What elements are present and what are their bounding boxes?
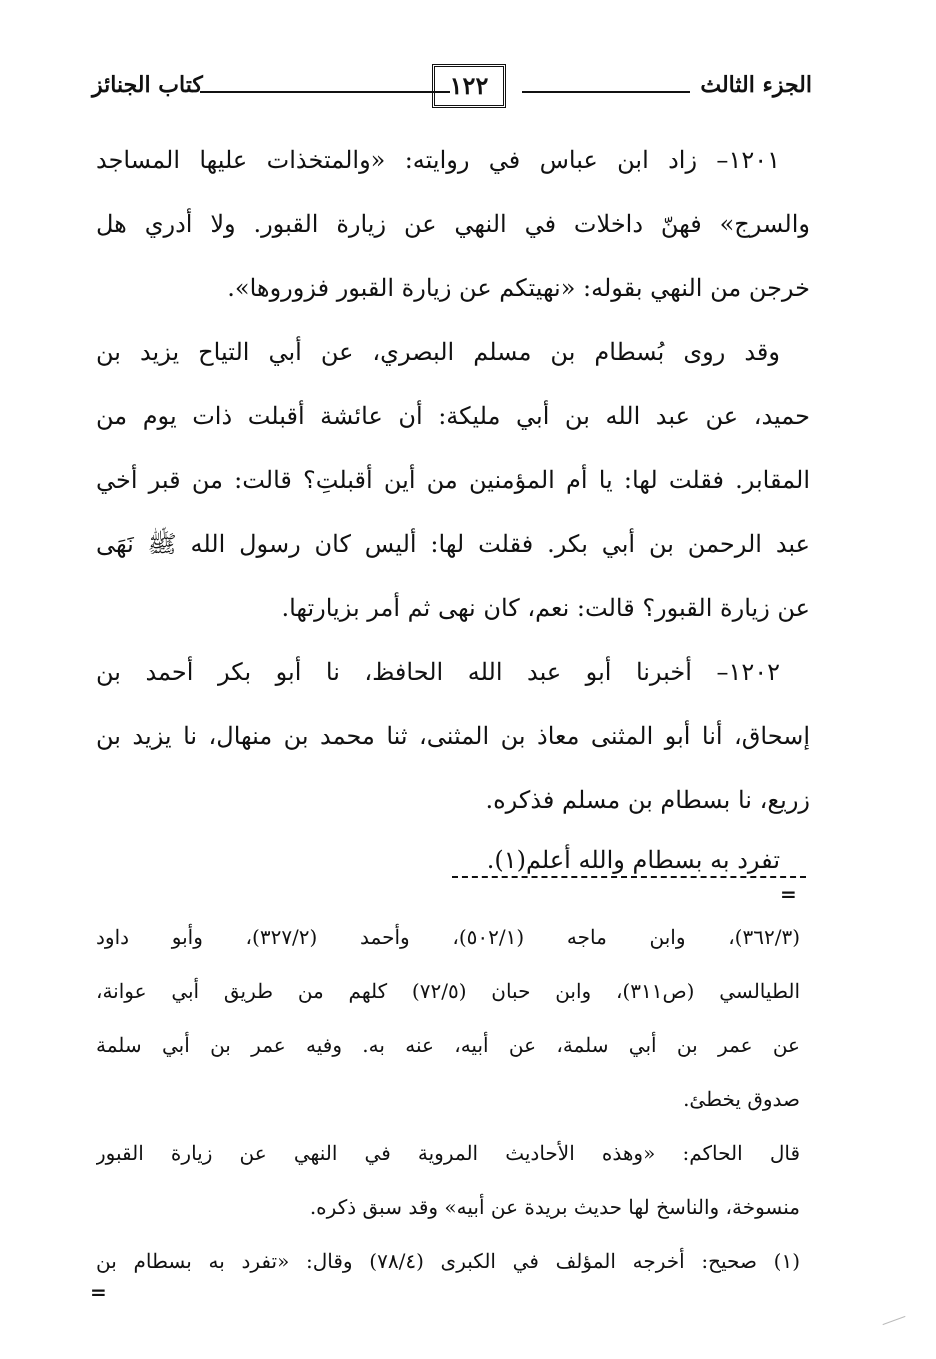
footnote-line: قال الحاكم: «وهذه الأحاديث المروية في النهي عن زيارة القبور: [96, 1141, 800, 1165]
footnote-line: (١) صحيح: أخرجه المؤلف في الكبرى (٧٨/٤) وقال: «تفرد به بسطام بن: [96, 1249, 800, 1273]
text-line: والسرج» فهنّ داخلات في النهي عن زيارة القبور. ولا أدري هل: [96, 210, 810, 238]
footnote-hakim: [96, 1126, 800, 1234]
text-line: ١٢٠١– زاد ابن عباس في روايته: «والمتخذات عليها المساجد: [96, 146, 780, 174]
scan-mark: [883, 1316, 906, 1325]
paragraph-closing: [96, 832, 810, 888]
header-rule-right: [522, 91, 690, 93]
text-line: عن زيارة القبور؟ قالت: نعم، كان نهى ثم أمر بزيارتها.: [281, 594, 810, 622]
paragraph-bustam: [96, 320, 810, 640]
paragraph-1201: [96, 128, 810, 320]
text-line: ١٢٠٢– أخبرنا أبو عبد الله الحافظ، نا أبو بكر أحمد بن: [96, 658, 780, 686]
text-line: المقابر. فقلت لها: يا أم المؤمنين من أين أقبلتِ؟ قالت: من قبر أخي: [96, 466, 810, 494]
volume-title: الجزء الثالث: [700, 72, 812, 98]
continued-marker-bottom: =: [90, 1280, 107, 1304]
footnote-line: عن عمر بن أبي سلمة، عن أبيه، عنه به. وفيه عمر بن أبي سلمة: [96, 1033, 800, 1057]
text-line: زريع، نا بسطام بن مسلم فذكره.: [485, 786, 810, 814]
book-title: كتاب الجنائز: [92, 72, 203, 98]
text-line: إسحاق، أنا أبو المثنى معاذ بن المثنى، ثنا محمد بن منهال، نا يزيد بن: [96, 722, 810, 750]
text-line: عبد الرحمن بن أبي بكر. فقلت لها: أليس كان رسول الله ﷺ نَهَى: [96, 530, 810, 558]
page-number: ١٢٢: [432, 64, 506, 108]
text-line: تفرد به بسطام والله أعلم(١).: [486, 846, 780, 874]
page-header: [92, 58, 812, 114]
header-rule-left: [200, 91, 450, 93]
footnote-separator: [452, 876, 806, 878]
footnotes: [96, 910, 800, 1288]
paragraph-1202: [96, 640, 810, 832]
main-text: [96, 128, 810, 888]
continued-marker-top: =: [780, 882, 797, 906]
footnote-1: [96, 1234, 800, 1288]
footnote-line: الطيالسي (ص٣١١)، وابن حبان (٧٢/٥) كلهم من طريق أبي عوانة،: [96, 979, 800, 1003]
footnote-continuation: [96, 910, 800, 1126]
text-line: حميد، عن عبد الله بن أبي مليكة: أن عائشة أقبلت ذات يوم من: [96, 402, 810, 430]
text-line: وقد روى بُسطام بن مسلم البصري، عن أبي التياح يزيد بن: [96, 338, 780, 366]
footnote-line: (٣٦٢/٣)، وابن ماجه (٥٠٢/١)، وأحمد (٣٢٧/٢)، وأبو داود: [96, 925, 800, 949]
footnote-line: صدوق يخطئ.: [683, 1087, 800, 1111]
footnote-line: منسوخة، والناسخ لها حديث بريدة عن أبيه» وقد سبق ذكره.: [309, 1195, 800, 1219]
text-line: خرجن من النهي بقوله: «نهيتكم عن زيارة القبور فزوروها».: [227, 274, 810, 302]
